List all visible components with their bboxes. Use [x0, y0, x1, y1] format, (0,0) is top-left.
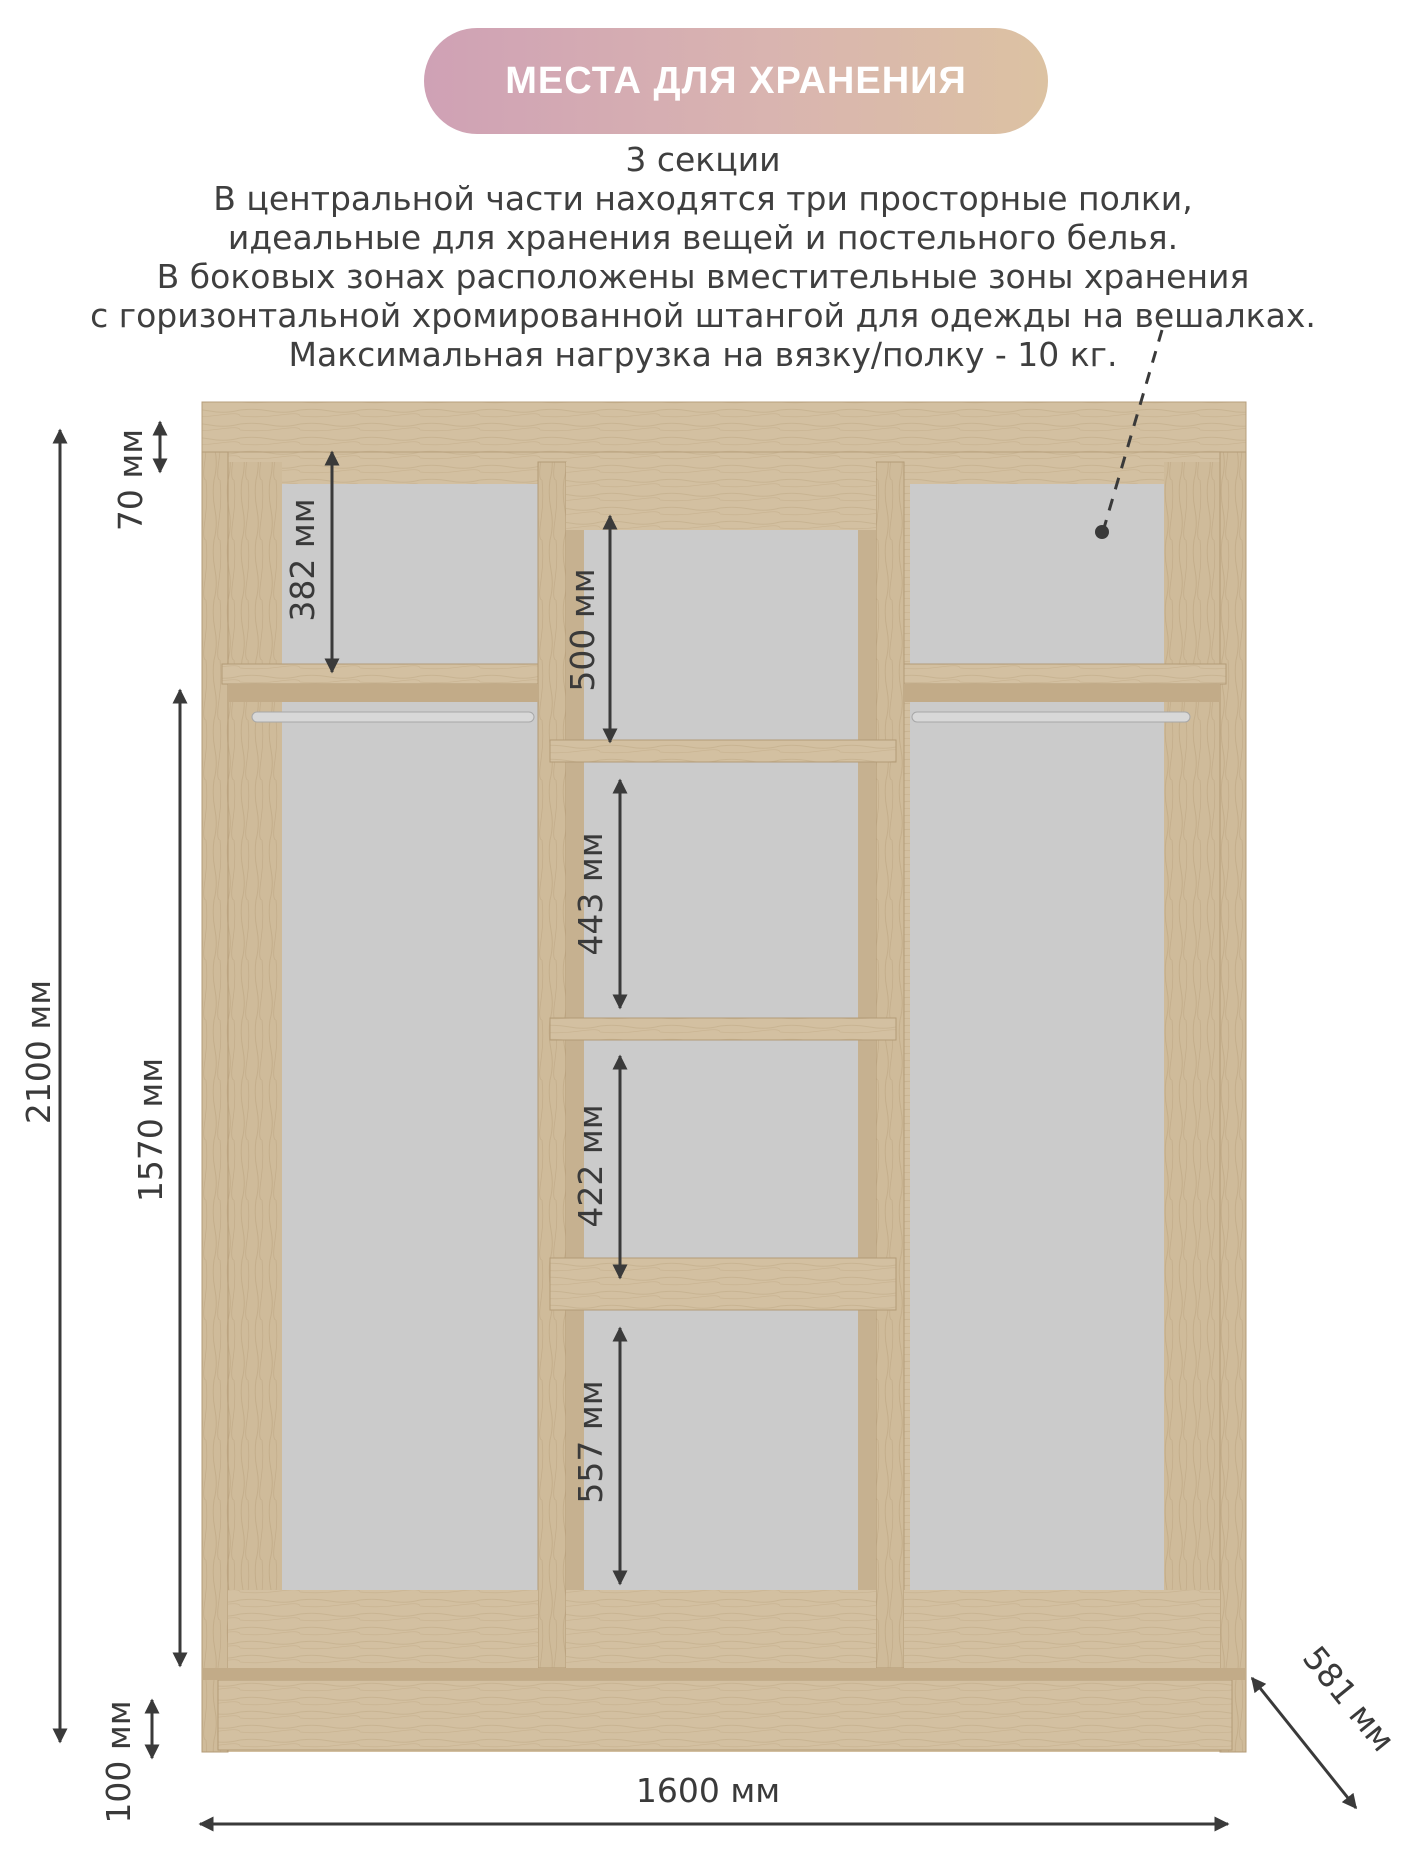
center-top-label: 500 мм [563, 568, 602, 692]
right-hanging-rod [912, 712, 1190, 722]
top-panel-label: 70 мм [111, 428, 150, 532]
center-back-panel [566, 530, 876, 1590]
description-line: идеальные для хранения вещей и постельного белья. [227, 218, 1179, 257]
description-line: Максимальная нагрузка на вязку/полку - 10 кг. [288, 335, 1118, 374]
width-label: 1600 мм [635, 1771, 781, 1810]
center-shelf-2-label: 443 мм [571, 832, 610, 956]
description-line: В боковых зонах расположены вместительные зоны хранения [156, 257, 1250, 296]
center-shelf-3-label: 422 мм [571, 1104, 610, 1228]
description-line: В центральной части находятся три просторные полки, [213, 179, 1193, 218]
hanging-height-label: 1570 мм [131, 1057, 170, 1203]
top-left-label: 382 мм [283, 498, 322, 622]
right-back-panel [910, 484, 1164, 1590]
depth-label: 581 мм [1294, 1638, 1403, 1759]
section-title: МЕСТА ДЛЯ ХРАНЕНИЯ [505, 59, 967, 102]
wardrobe-body [202, 402, 1246, 1752]
description-line: с горизонтальной хромированной штангой для одежды на вешалках. [90, 296, 1316, 335]
left-back-panel [282, 484, 538, 1590]
left-hanging-rod [252, 712, 534, 722]
plinth-label: 100 мм [99, 1700, 138, 1824]
leader-dot [1095, 525, 1109, 539]
description-line: 3 секции [625, 140, 781, 179]
center-bottom-label: 557 мм [571, 1380, 610, 1504]
total-height-label: 2100 мм [19, 979, 58, 1125]
